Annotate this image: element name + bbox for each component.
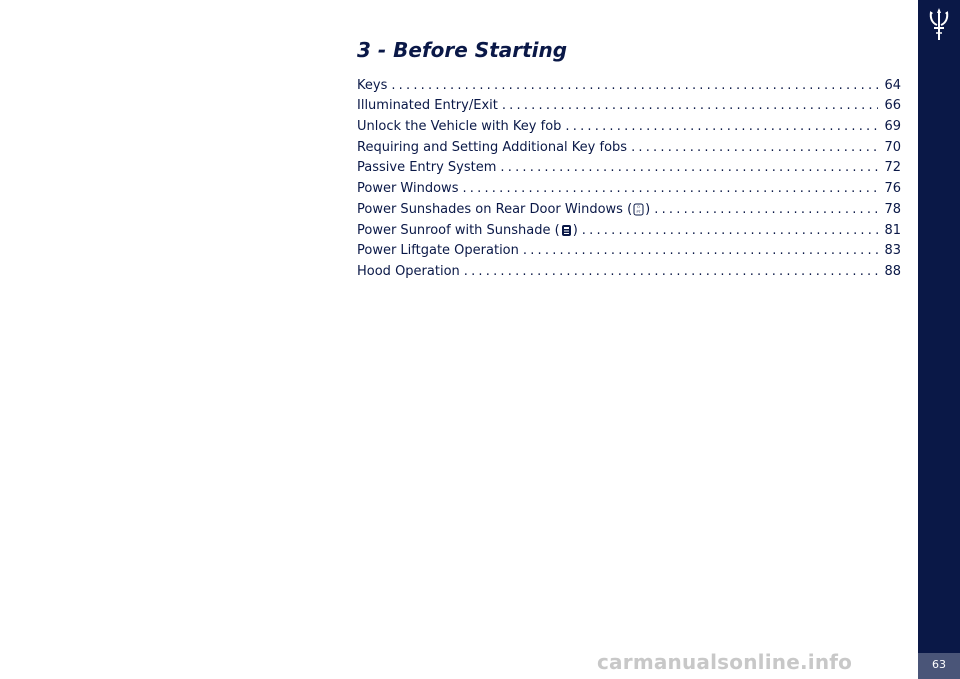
svg-text:O: O (637, 205, 640, 210)
dot-leader (565, 119, 878, 134)
toc-entry-power-liftgate[interactable] (357, 238, 901, 259)
toc-entry-additional-key-fobs[interactable] (357, 134, 901, 155)
watermark-text: carmanualsonline.info (597, 650, 853, 674)
table-of-contents (357, 72, 901, 279)
page-number: 63 (918, 653, 960, 679)
toc-entry-label: Illuminated Entry/Exit (357, 98, 498, 114)
toc-entry-illuminated-entry-exit[interactable] (357, 93, 901, 114)
toc-entry-label: Hood Operation (357, 263, 460, 279)
dot-leader (502, 98, 878, 113)
toc-entry-power-sunshades[interactable] (357, 196, 901, 217)
toc-entry-label: Passive Entry System (357, 160, 497, 176)
toc-entry-page: 64 (884, 77, 901, 93)
toc-entry-label: Keys (357, 77, 388, 93)
toc-entry-label: Power Windows (357, 181, 459, 197)
toc-entry-power-sunroof[interactable] (357, 217, 901, 238)
dot-leader (654, 202, 878, 217)
toc-entry-label-wrap (357, 202, 650, 217)
toc-entry-label: Power Sunroof with Sunshade ( (357, 222, 560, 238)
toc-entry-page: 72 (884, 160, 901, 176)
toc-entry-label: Power Sunshades on Rear Door Windows ( (357, 201, 633, 217)
trident-logo-icon (928, 6, 950, 44)
toc-entry-label: Unlock the Vehicle with Key fob (357, 119, 562, 135)
dot-leader (582, 223, 878, 238)
toc-entry-page: 69 (884, 119, 901, 135)
toc-entry-page: 88 (884, 263, 901, 279)
dot-leader (500, 160, 878, 175)
toc-entry-page: 81 (884, 222, 901, 238)
toc-entry-page: 76 (884, 181, 901, 197)
toc-entry-label-suffix: ) (645, 201, 651, 217)
toc-entry-unlock-vehicle[interactable] (357, 113, 901, 134)
dot-leader (462, 181, 878, 196)
dot-leader (391, 78, 878, 93)
sunroof-opt-icon (561, 224, 572, 237)
toc-entry-label: Requiring and Setting Additional Key fobs (357, 139, 628, 155)
dot-leader (631, 140, 878, 155)
toc-entry-passive-entry[interactable] (357, 155, 901, 176)
toc-entry-label-suffix: ) (572, 222, 578, 238)
toc-entry-label: Power Liftgate Operation (357, 243, 519, 259)
toc-entry-keys[interactable] (357, 72, 901, 93)
toc-entry-power-windows[interactable] (357, 175, 901, 196)
toc-entry-hood-operation[interactable] (357, 258, 901, 279)
opt-icon (633, 203, 644, 216)
dot-leader (464, 264, 878, 279)
toc-entry-page: 78 (884, 201, 901, 217)
toc-entry-page: 66 (884, 98, 901, 114)
svg-text:PT: PT (636, 210, 641, 215)
toc-entry-page: 70 (884, 139, 901, 155)
toc-entry-page: 83 (884, 243, 901, 259)
chapter-sidebar (918, 0, 960, 679)
dot-leader (523, 243, 878, 258)
section-title: 3 - Before Starting (357, 38, 568, 62)
toc-entry-label-wrap (357, 223, 578, 238)
